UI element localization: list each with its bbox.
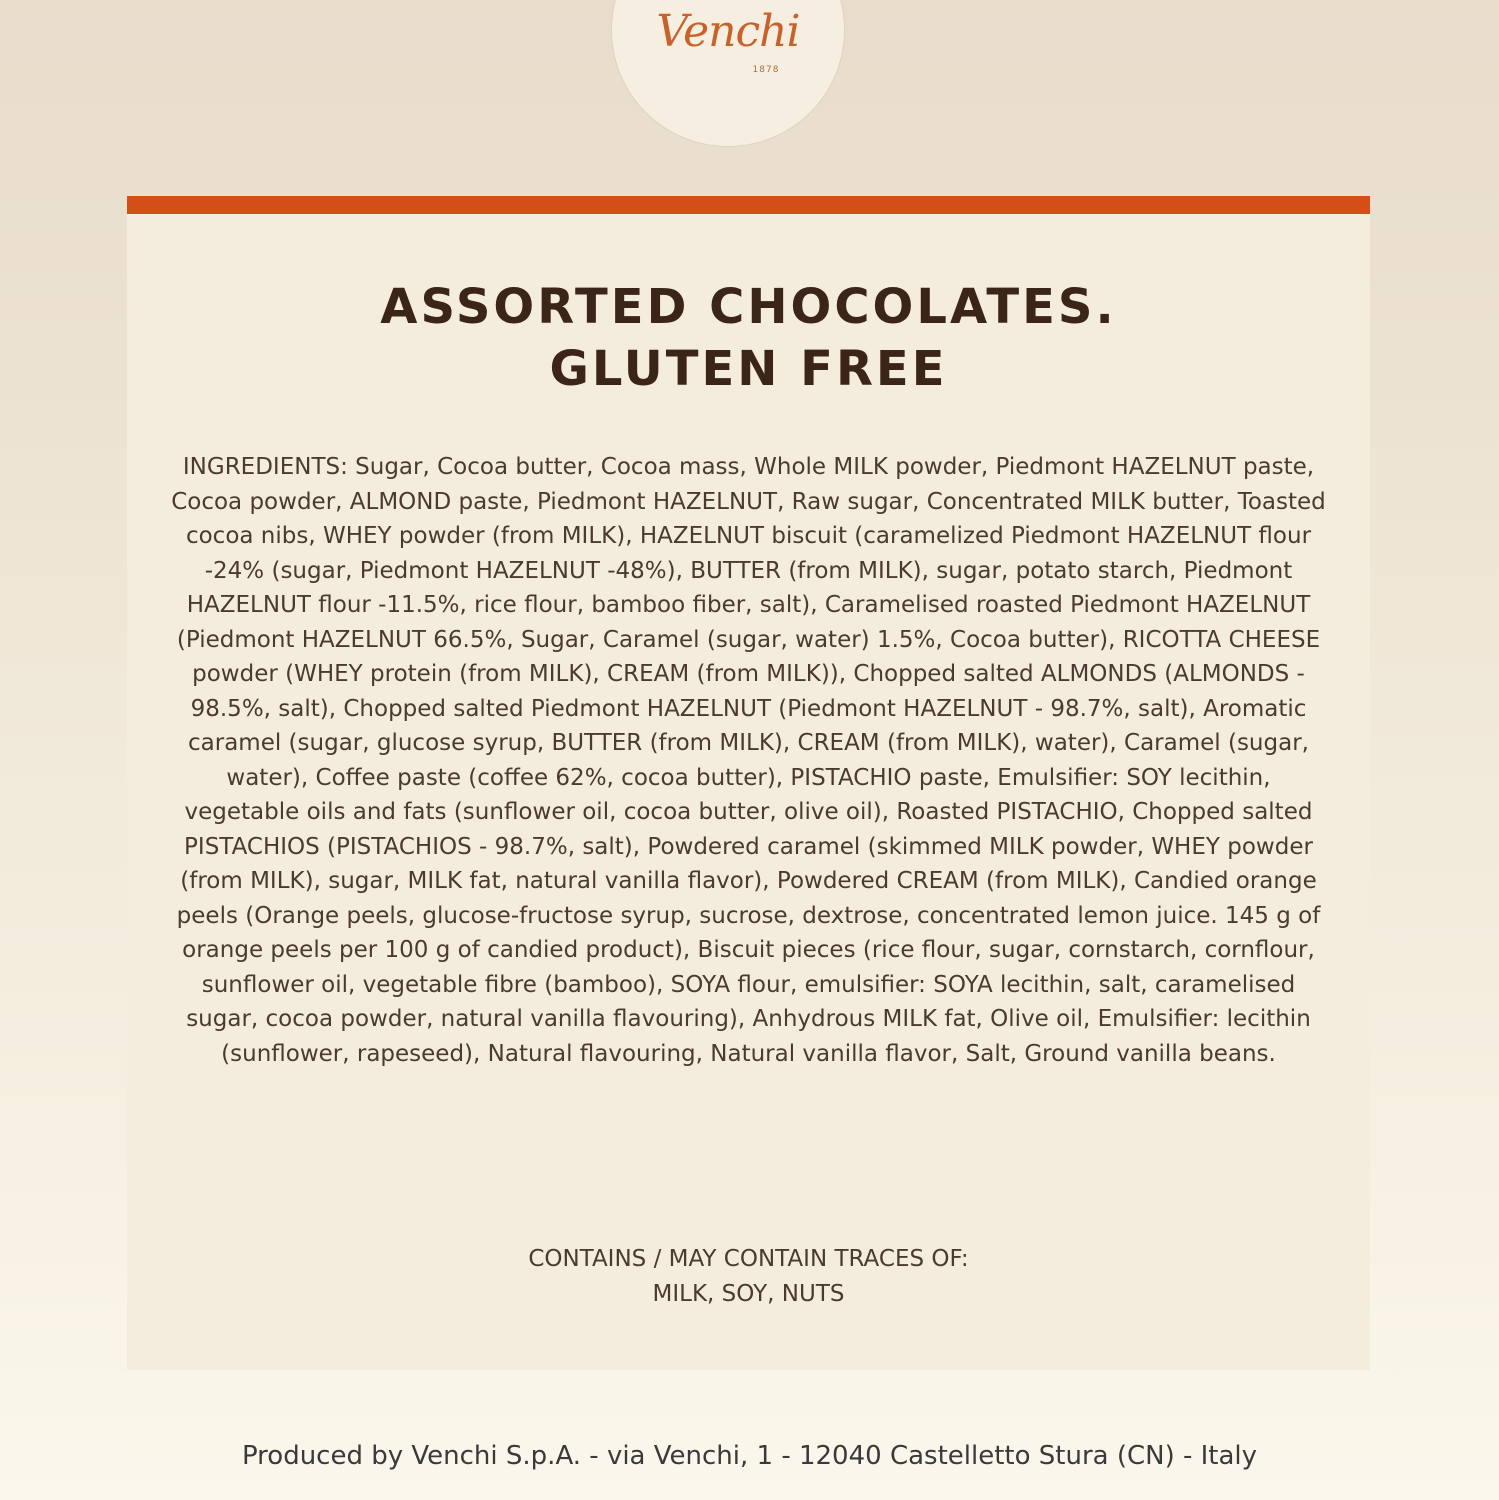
product-title-line-2: GLUTEN FREE xyxy=(549,341,948,397)
brand-logo-wordmark: Venchi xyxy=(656,6,800,57)
product-title xyxy=(127,276,1370,400)
ingredients-list: INGREDIENTS: Sugar, Cocoa butter, Cocoa mass, Whole MILK powder, Piedmont HAZELNUT paste, Cocoa powder, ALMOND paste, Piedmont HAZELNUT, Raw sugar, Concentrated MILK butter, Toasted cocoa nibs, WHEY powder (from MILK), HAZELNUT biscuit (caramelized Piedmont HAZELNUT flour -24% (sugar, Piedmont HAZELNUT -48%), BUTTER (from MILK), sugar, potato starch, Piedmont HAZELNUT flour -11.5%, rice flour, bamboo fiber, salt), Caramelised roasted Piedmont HAZELNUT (Piedmont HAZELNUT 66.5%, Sugar, Caramel (sugar, water) 1.5%, Cocoa butter), RICOTTA CHEESE powder (WHEY protein (from MILK), CREAM (from MILK)), Chopped salted ALMONDS (ALMONDS - 98.5%, salt), Chopped salted Piedmont HAZELNUT (Piedmont HAZELNUT - 98.7%, salt), Aromatic caramel (sugar, glucose syrup, BUTTER (from MILK), CREAM (from MILK), water), Caramel (sugar, water), Coffee paste (coffee 62%, cocoa butter), PISTACHIO paste, Emulsifier: SOY lecithin, vegetable oils and fats (sunflower oil, cocoa butter, olive oil), Roasted PISTACHIO, Chopped salted PISTACHIOS (PISTACHIOS - 98.7%, salt), Powdered caramel (skimmed MILK powder, WHEY powder (from MILK), sugar, MILK fat, natural vanilla flavor), Powdered CREAM (from MILK), Candied orange peels (Orange peels, glucose-fructose syrup, sucrose, dextrose, concentrated lemon juice. 145 g of orange peels per 100 g of candied product), Biscuit pieces (rice flour, sugar, cornstarch, cornflour, sunflower oil, vegetable fibre (bamboo), SOYA flour, emulsifier: SOYA lecithin, salt, caramelised sugar, cocoa powder, natural vanilla flavouring), Anhydrous MILK fat, Olive oil, Emulsifier: lecithin (sunflower, rapeseed), Natural flavouring, Natural vanilla flavor, Salt, Ground vanilla beans. xyxy=(171,454,1326,1067)
allergen-label: CONTAINS / MAY CONTAIN TRACES OF: xyxy=(528,1246,969,1272)
producer-address: Produced by Venchi S.p.A. - via Venchi, 1 - 12040 Castelletto Stura (CN) - Italy xyxy=(241,1441,1258,1471)
brand-logo-badge xyxy=(612,0,844,146)
ingredients-panel xyxy=(127,196,1370,1370)
allergen-statement xyxy=(127,1242,1370,1312)
brand-logo-year: 1878 xyxy=(752,65,780,75)
product-title-line-1: ASSORTED CHOCOLATES. xyxy=(380,279,1117,335)
accent-bar xyxy=(127,196,1370,214)
allergen-list: MILK, SOY, NUTS xyxy=(652,1281,845,1307)
